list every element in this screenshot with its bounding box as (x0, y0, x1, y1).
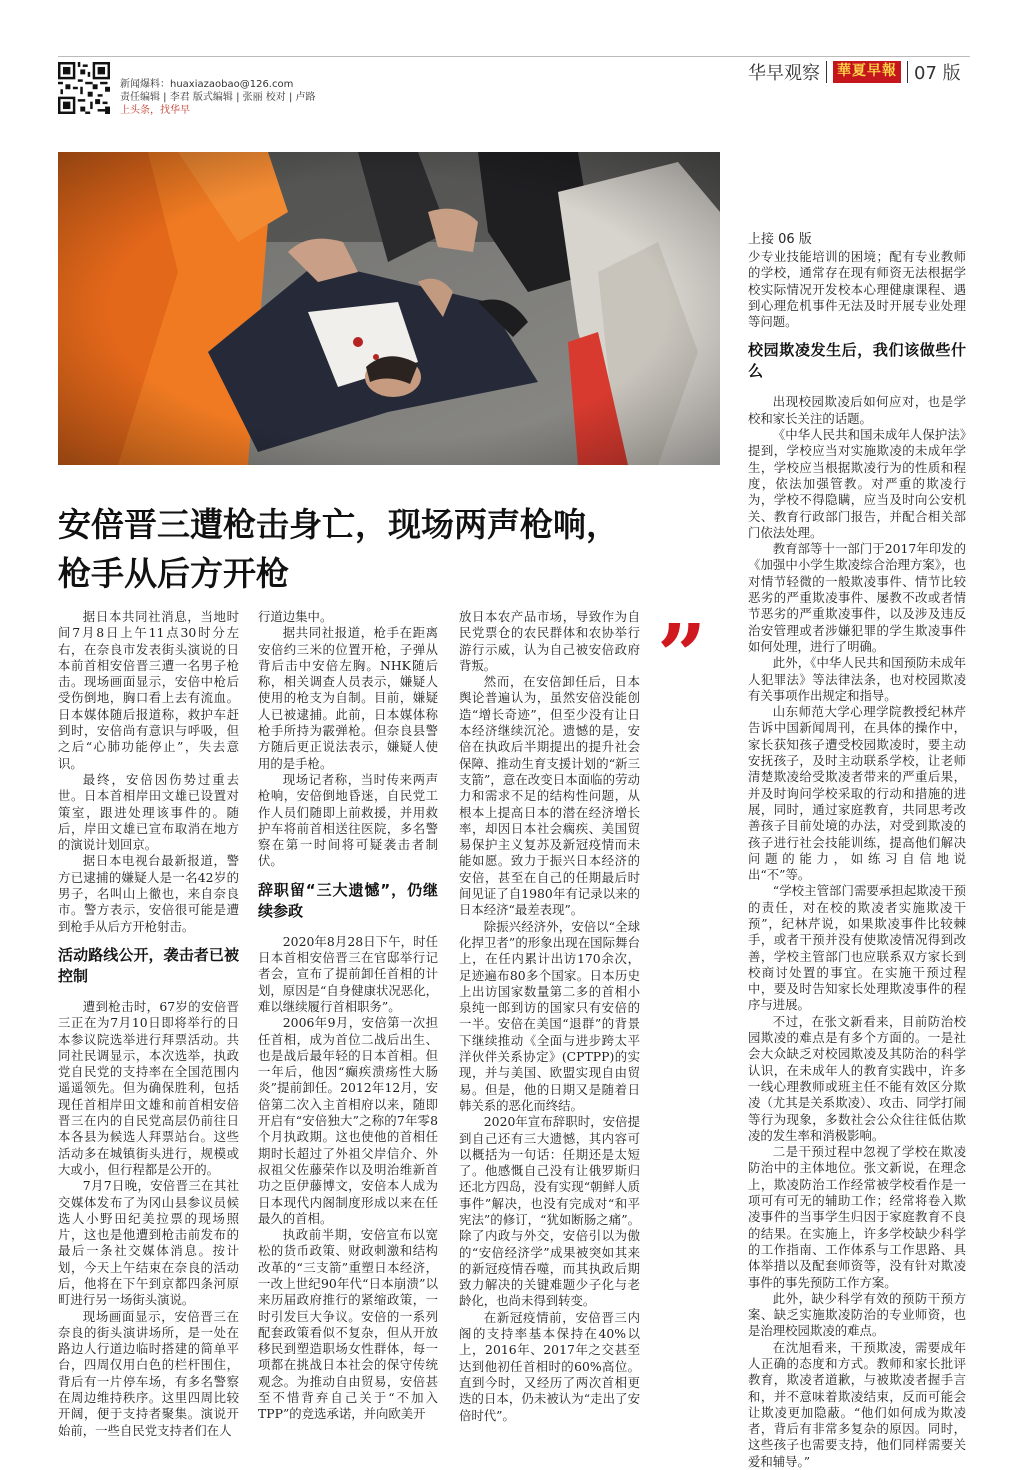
subheading: 活动路线公开，袭击者已被控制 (58, 945, 239, 985)
paragraph: 在沈旭看来，干预欺凌，需要成年人正确的态度和方式。教师和家长批评教育，欺凌者道歉，与被欺凌者握手言和，并不意味着欺凌结束，反而可能会让欺凌更加隐蔽。“他们如何成为欺凌者，背后有非常多复杂的原因。同时，这些孩子也需要支持，他们同样需要关爱和辅导。” (748, 1339, 966, 1469)
news-photo (58, 152, 720, 465)
headline (58, 500, 708, 598)
paragraph: 现场画面显示，安倍晋三在奈良的街头演讲场所，是一处在路边人行道边临时搭建的简单平台，四周仅用白色的栏杆围住，背后有一片停车场，有多名警察在周边维持秩序。这里四周比较开阔，便于支持者聚集。演说开始前，一些自民党支持者们在人 (58, 1308, 239, 1438)
paragraph: 现场记者称，当时传来两声枪响，安倍倒地昏迷，自民党工作人员们随即上前救援，并用救护车将前首相送往医院，多名警察在第一时间将可疑袭击者制伏。 (258, 771, 438, 869)
tagline-text: 上头条，找华早 (120, 105, 190, 116)
section-header (748, 60, 961, 84)
paragraph: 据共同社报道，枪手在距离安倍约三米的位置开枪，子弹从背后击中安倍左胸。NHK随后称，相关调查人员表示，嫌疑人使用的枪支为自制。目前，嫌疑人已被逮捕。此前，日本媒体称枪手所持为霰弹枪。但奈良县警方随后更正说法表示，嫌疑人使用的是手枪。 (258, 625, 438, 771)
paragraph: 《中华人民共和国未成年人保护法》提到，学校应当对实施欺凌的未成年学生，学校应当根据欺凌行为的性质和程度，依法加强管教。对严重的欺凌行为，学校不得隐瞒，应当及时向公安机关、教育行政部门报告，并配合相关部门依法处理。 (748, 427, 966, 540)
hotline-text: 新闻爆料：huaxiazaobao@126.com (120, 79, 294, 90)
paragraph: 7月7日晚，安倍晋三在其社交媒体发布了为冈山县参议员候选人小野田纪美拉票的现场照片，这也是他遭到枪击前发布的最后一条社交媒体消息。按计划，今天上午结束在奈良的活动后，他将在下午到京都四条河原町进行另一场街头演说。 (58, 1178, 239, 1308)
paragraph: 教育部等十一部门于2017年印发的《加强中小学生欺凌综合治理方案》，也对情节轻微的一般欺凌事件、情节比较恶劣的严重欺凌事件、屡教不改或者情节恶劣的严重欺凌事件，以及涉及违反治安管理或者涉嫌犯罪的学生欺凌事件如何处理，进行了明确。 (748, 541, 966, 654)
quote-mark-icon: ” (657, 606, 707, 707)
subheading: 辞职留“三大遗憾”，仍继续参政 (258, 880, 438, 920)
subheading: 校园欺凌发生后，我们该做些什么 (748, 341, 966, 381)
paragraph: 据日本电视台最新报道，警方已逮捕的嫌疑人是一名42岁的男子，名叫山上徹也，来自奈良市。警方表示，安倍很可能是遭到枪手从后方开枪射击。 (58, 853, 239, 934)
paragraph: 不过，在张文新看来，目前防治校园欺凌的难点是有多个方面的。一是社会大众缺乏对校园欺凌及其防治的科学认识，在未成年人的教育实践中，许多一线心理教师或班主任不能有效区分欺凌（尤其是关系欺凌）、攻击、同学打闹等行为现象，多数社会公众往往低估欺凌的发生率和消极影响。 (748, 1013, 966, 1143)
continued-from-label: 上接 06 版 (748, 232, 812, 247)
side-article-column (748, 232, 966, 1470)
paragraph: 此外，缺少科学有效的预防干预方案、缺乏实施欺凌防治的专业师资，也是治理校园欺凌的难点。 (748, 1290, 966, 1339)
paragraph: 在新冠疫情前，安倍晋三内阁的支持率基本保持在40%以上，2016年、2017年之交甚至达到他初任首相时的60%高位。直到今时，又经历了两次首相更迭的日本，仍未被认为“走出了安倍时代”。 (459, 1309, 640, 1423)
headline-line-2: 枪手从后方开枪 (58, 554, 289, 593)
headline-line-1: 安倍晋三遭枪击身亡，现场两声枪响， (58, 505, 619, 544)
qr-code-icon (58, 62, 110, 114)
paragraph: 执政前半期，安倍宣布以宽松的货币政策、财政刺激和结构改革的“三支箭”重塑日本经济，一改上世纪90年代“日本崩溃”以来历届政府推行的紧缩政策，一时引发巨大争议。安倍的一系列配套政策看似不复杂，但从开放移民到塑造职场女性群体，每一项都在挑战日本社会的保守传统观念。为推动自由贸易，安倍甚至不惜背弃自己关于“不加入TPP”的竞选承诺，并向欧美开 (258, 1227, 438, 1422)
page-number: 07 版 (914, 63, 961, 84)
paragraph: 行道边集中。 (258, 609, 333, 624)
paragraph: 遭到枪击时，67岁的安倍晋三正在为7月10日即将举行的日本参议院选举进行拜票活动。共同社民调显示，本次选举，执政党自民党的支持率在全国范围内遥遥领先。但为确保胜利，包括现任首相岸田文雄和前首相安倍晋三在内的自民党高层仍前往日本各县为候选人拜票站台。这些活动多在城镇街头进行，规模或大或小，但行程都是公开的。 (58, 998, 239, 1177)
paragraph: 二是干预过程中忽视了学校在欺凌防治中的主体地位。张文新说，在理念上，欺凌防治工作经常被学校看作是一项可有可无的辅助工作；经常将卷入欺凌事件的当事学生归因于家庭教育不良的结果。在实施上，许多学校缺少科学的工作指南、工作体系与工作思路、具体举措以及配套师资等，没有针对欺凌事件的事先预防工作方案。 (748, 1144, 966, 1290)
paragraph: 据日本共同社消息，当地时间7月8日上午11点30时分左右，在奈良市发表街头演说的日本前首相安倍晋三遭一名男子枪击。现场画面显示，安倍中枪后受伤倒地，胸口看上去有流血。日本媒体随后报道称，救护车赶到时，安倍尚有意识与呼吸，但之后“心肺功能停止”，失去意识。 (58, 609, 239, 771)
paragraph: 山东师范大学心理学院教授纪林芹告诉中国新闻周刊，在具体的操作中，家长获知孩子遭受校园欺凌时，要主动安抚孩子，及时主动联系学校，让老师清楚欺凌给受欺凌者带来的严重后果，并及时询问学校采取的行动和措施的进展，同时，通过家庭教育，共同思考改善孩子目前处境的办法，对受到欺凌的孩子进行社会技能训练，提高他们解决问题的能力，如练习自信地说出“不”等。 (748, 704, 966, 883)
paragraph: 2020年宣布辞职时，安倍提到自己还有三大遗憾，其内容可以概括为一句话：任期还是太短了。他感慨自己没有让俄罗斯归还北方四岛，没有实现“朝鲜人质事件”解决，也没有完成对“和平宪法”的修订，“犹如断肠之痛”。除了内政与外交，安倍引以为傲的“安倍经济学”成果被突如其来的新冠疫情吞噬，而其执政后期致力解决的关键难题少子化与老龄化，也尚未得到转变。 (459, 1114, 640, 1309)
paragraph: 此外，《中华人民共和国预防未成年人犯罪法》等法律法条，也对校园欺凌有关事项作出规定和指导。 (748, 655, 966, 703)
paragraph: 少专业技能培训的困境；配有专业教师的学校，通常存在现有师资无法根据学校实际情况开发校本心理健康课程、遇到心理危机事件无法及时开展专业处理等问题。 (748, 249, 966, 330)
section-name: 华早观察 (748, 63, 820, 84)
divider (907, 61, 908, 83)
paragraph: 2020年8月28日下午，时任日本首相安倍晋三在官邸举行记者会，宣布了提前卸任首相的计划，原因是“自身健康状况恶化，难以继续履行首相职务”。 (258, 933, 438, 1014)
paragraph: 放日本农产品市场，导致作为自民党票仓的农民群体和农协举行游行示威，认为自己被安倍政府背叛。 (459, 609, 640, 673)
paragraph: 除振兴经济外，安倍以“全球化捍卫者”的形象出现在国际舞台上，在任内累计出访170余次，足迹遍布80多个国家。日本历史上出访国家数量第二多的首相小泉纯一郎到访的国家只有安倍的一半。安倍在美国“退群”的背景下继续推动《全面与进步跨太平洋伙伴关系协定》(CPTPP)的实现，并与美国、欧盟实现自由贸易。但是，他的日期又是随着日韩关系的恶化而终结。 (459, 918, 640, 1113)
brand-logo: 華夏早報 (833, 61, 901, 83)
masthead-info (120, 78, 316, 117)
paragraph: 2006年9月，安倍第一次担任首相，成为首位二战后出生、也是战后最年轻的日本首相。但一年后，他因“癫疾溃疡性大肠炎”提前卸任。2012年12月，安倍第二次入主首相府以来，随即开启有“安倍独大”之称的7年零8个月执政期。这也使他的首相任期时长超过了外祖父岸信介、外叔祖父佐藤荣作以及明治维新首功之臣伊藤博文，安倍本人成为日本现代内阁制度形成以来在任最久的首相。 (258, 1015, 438, 1226)
paragraph: 出现校园欺凌后如何应对，也是学校和家长关注的话题。 (748, 394, 966, 426)
paragraph: 最终，安倍因伤势过重去世。日本首相岸田文雄已设置对策室，跟进处理该事件的。随后，岸田文雄已宣布取消在地方的演说计划回京。 (58, 771, 239, 853)
divider (826, 61, 827, 83)
masthead-rule (58, 56, 970, 57)
paragraph: 然而，在安倍卸任后，日本舆论普遍认为，虽然安倍没能创造“增长奇迹”，但至少没有让日本经济继续沉沦。遗憾的是，安倍在执政后半期提出的提升社会保障、推动生育支援计划的“新三支箭”，意在改变日本面临的劳动力和需求不足的结构性问题，从根本上提高日本的潜在经济增长率，却因日本社会瘸疾、美国贸易保护主义复苏及新冠疫情而未能如愿。致力于振兴日本经济的安倍，甚至在自己的任期最后时间见证了自1980年有记录以来的日本经济“最差表现”。 (459, 674, 640, 918)
article-column-1 (58, 609, 239, 1439)
article-column-2 (258, 609, 438, 1423)
article-column-3 (459, 609, 640, 1424)
paragraph: “学校主管部门需要承担起欺凌干预的责任，对在校的欺凌者实施欺凌干预”，纪林芹说，如果欺凌事件比较棘手，或者干预并没有使欺凌情况得到改善，学校主管部门也应联系双方家长到校商讨处置的事宜。在实施干预过程中，要及时告知家长处理欺凌事件的程序与进展。 (748, 883, 966, 1013)
editors-text: 责任编辑 | 李君 版式编辑 | 张丽 校对 | 卢路 (120, 92, 316, 103)
